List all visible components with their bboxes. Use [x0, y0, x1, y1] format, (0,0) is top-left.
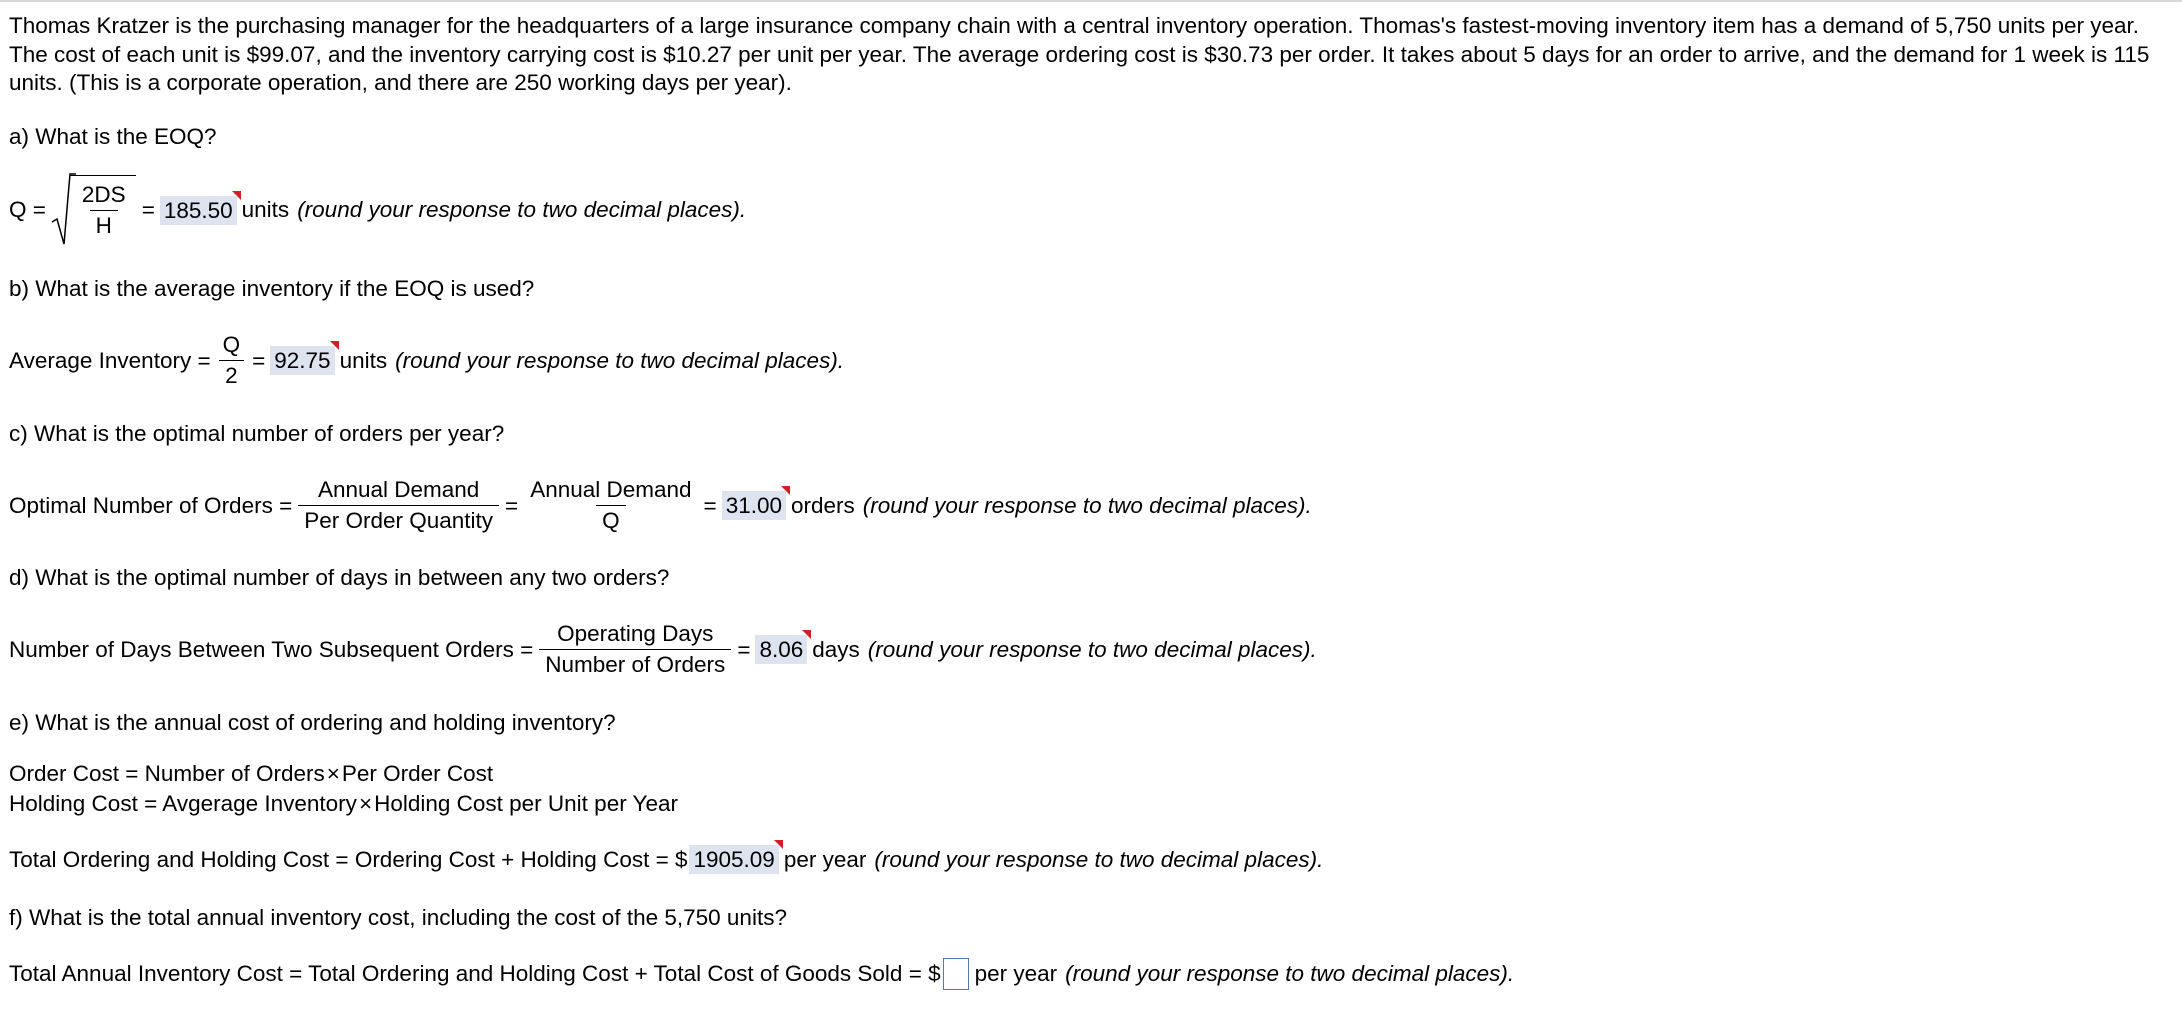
annual-cost-unit: per year — [974, 961, 1058, 986]
total-cost-unit: per year — [783, 846, 867, 872]
eoq-answer-value: 185.50 — [163, 197, 233, 223]
eoq-row — [9, 172, 746, 248]
days-equals: = — [737, 636, 751, 662]
avg-inventory-lhs: Average Inventory = — [9, 347, 211, 373]
orders-answer-field[interactable] — [722, 491, 786, 520]
times-icon: × — [326, 761, 340, 786]
days-fraction — [539, 619, 731, 680]
orders-fraction-2 — [524, 475, 697, 536]
days-denominator: Number of Orders — [539, 649, 731, 680]
answer-flag-icon — [802, 630, 811, 639]
eoq-numerator: 2DS — [81, 181, 126, 207]
days-rounding-note: (round your response to two decimal places). — [867, 636, 1317, 662]
orders-answer-value: 31.00 — [725, 493, 782, 518]
days-numerator: Operating Days — [557, 621, 714, 646]
holding-cost-right: Holding Cost per Unit per Year — [374, 791, 679, 816]
orders-lhs: Optimal Number of Orders = — [9, 492, 293, 518]
annual-cost-lhs: Total Annual Inventory Cost = Total Ordering and Holding Cost + Total Cost of Goods Sold = $ — [9, 961, 941, 986]
orders-numerator-1: Annual Demand — [317, 477, 480, 502]
order-cost-formula — [9, 760, 493, 788]
total-cost-lhs: Total Ordering and Holding Cost = Ordering Cost + Holding Cost = $ — [9, 846, 688, 872]
orders-unit: orders — [791, 492, 855, 518]
answer-flag-icon — [774, 840, 783, 849]
eoq-unit: units — [241, 197, 290, 222]
avg-inventory-answer-field[interactable] — [270, 346, 334, 375]
question-a: a) What is the EOQ? — [9, 124, 217, 149]
avg-inventory-fraction — [217, 330, 247, 391]
days-row — [9, 619, 1317, 680]
avg-inventory-unit: units — [339, 347, 388, 373]
eoq-equals: = — [141, 197, 155, 222]
orders-equals-1: = — [505, 492, 519, 518]
holding-cost-formula — [9, 790, 678, 818]
avg-inventory-numerator: Q — [222, 332, 241, 357]
eoq-denominator: H — [90, 210, 118, 241]
orders-fraction-1 — [298, 475, 499, 536]
question-e: e) What is the annual cost of ordering and holding inventory? — [9, 710, 616, 735]
avg-inventory-row — [9, 330, 844, 391]
avg-inventory-denominator: 2 — [219, 360, 244, 391]
days-lhs: Number of Days Between Two Subsequent Orders = — [9, 636, 534, 662]
orders-equals-2: = — [703, 492, 717, 518]
total-cost-row — [9, 845, 1323, 874]
question-d: d) What is the optimal number of days in between any two orders? — [9, 565, 670, 590]
answer-flag-icon — [781, 486, 790, 495]
question-f: f) What is the total annual inventory cost, including the cost of the 5,750 units? — [9, 905, 787, 930]
eoq-fraction — [76, 180, 132, 241]
avg-inventory-answer-value: 92.75 — [274, 348, 331, 373]
radical-icon — [50, 172, 76, 248]
avg-inventory-equals: = — [252, 347, 266, 373]
top-divider — [0, 0, 2182, 2]
avg-inventory-rounding-note: (round your response to two decimal places). — [395, 347, 845, 373]
eoq-answer-field[interactable] — [160, 196, 237, 225]
total-cost-answer-field[interactable] — [689, 845, 778, 874]
times-icon: × — [358, 791, 373, 816]
order-cost-left: Order Cost = Number of Orders — [9, 761, 325, 786]
orders-numerator-2: Annual Demand — [530, 477, 692, 502]
total-cost-rounding-note: (round your response to two decimal places). — [874, 846, 1324, 872]
total-cost-answer-value: 1905.09 — [693, 847, 775, 872]
holding-cost-left: Holding Cost = Avgerage Inventory — [9, 791, 357, 816]
question-c: c) What is the optimal number of orders per year? — [9, 421, 505, 446]
orders-denominator-2: Q — [596, 505, 626, 536]
orders-row — [9, 475, 1312, 536]
eoq-lhs: Q = — [9, 197, 46, 222]
order-cost-right: Per Order Cost — [341, 761, 494, 786]
annual-cost-rounding-note: (round your response to two decimal places). — [1065, 961, 1515, 986]
sqrt-symbol — [50, 172, 136, 248]
orders-denominator-1: Per Order Quantity — [298, 505, 499, 536]
days-answer-value: 8.06 — [759, 637, 804, 662]
problem-statement: Thomas Kratzer is the purchasing manager for the headquarters of a large insurance company chain with a central inventory operation. Thomas's fastest-moving inventory item has a demand of 5,750 units per year. The cost of each unit is $99.07, and the inventory carrying cost is $10.27 per unit per year. The average ordering cost is $30.73 per order. It takes about 5 days for an order to arrive, and the demand for 1 week is 115 units. (This is a corporate operation, and there are 250 working days per year). — [9, 13, 2150, 95]
eoq-rounding-note: (round your response to two decimal places). — [297, 197, 747, 222]
answer-flag-icon — [232, 191, 241, 200]
days-unit: days — [812, 636, 860, 662]
orders-rounding-note: (round your response to two decimal places). — [862, 492, 1312, 518]
days-answer-field[interactable] — [755, 635, 807, 664]
annual-cost-row — [9, 958, 1514, 990]
question-b: b) What is the average inventory if the EOQ is used? — [9, 276, 535, 301]
annual-cost-input[interactable] — [943, 958, 969, 990]
answer-flag-icon — [330, 341, 339, 350]
